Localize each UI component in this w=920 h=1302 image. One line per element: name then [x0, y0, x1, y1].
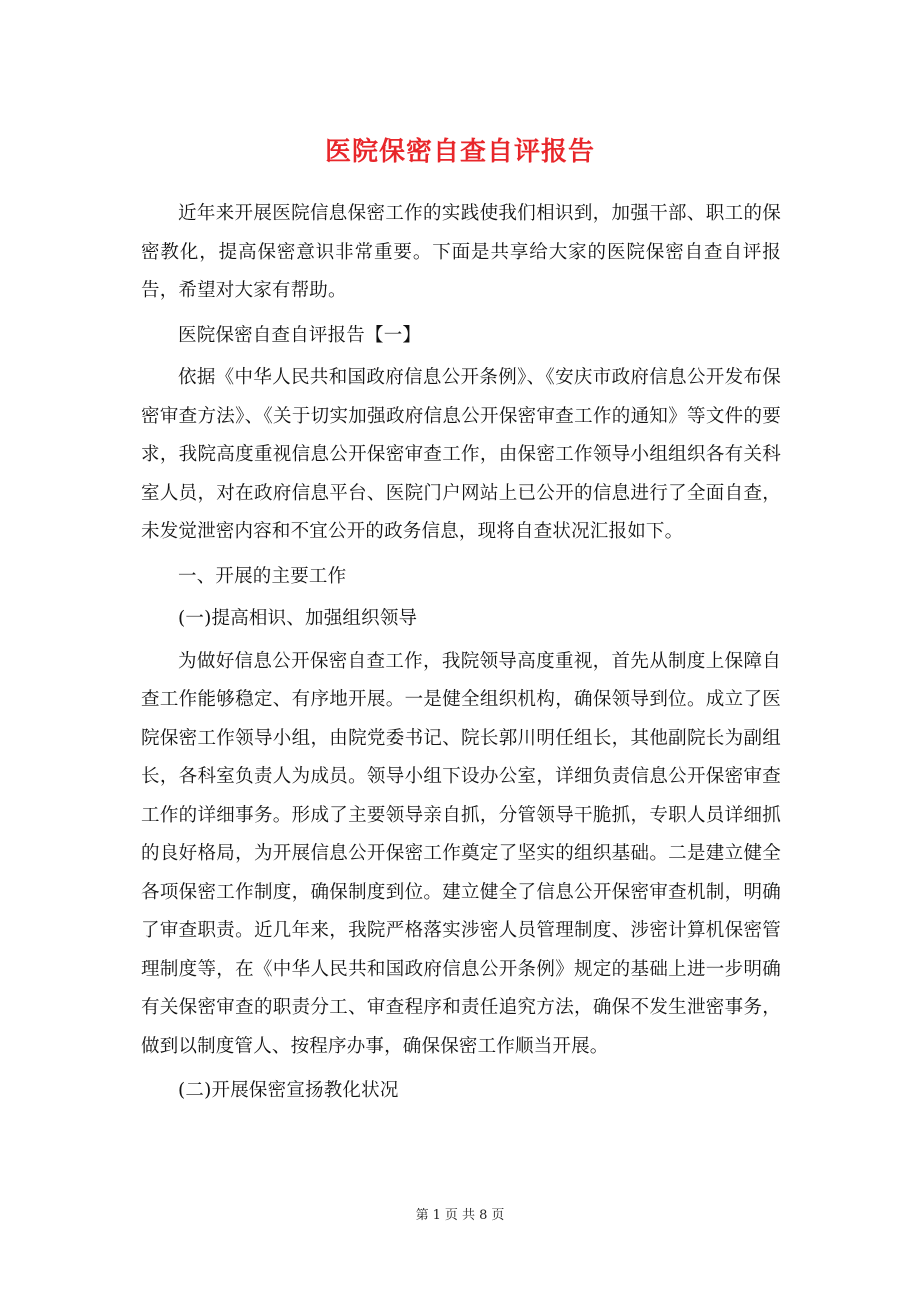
footer-page-number: 1 — [432, 1208, 441, 1223]
section-heading-main-work: 一、开展的主要工作 — [178, 565, 347, 587]
subsection-heading-two: (二)开展保密宣扬教化状况 — [178, 1080, 399, 1101]
section-heading-report-one: 医院保密自查自评报告【一】 — [178, 324, 422, 346]
page-title: 医院保密自查自评报告 — [324, 137, 595, 167]
paragraph-intro: 近年来开展医院信息保密工作的实践使我们相识到，加强干部、职工的保密教化，提高保密意识非常重要。下面是共享给大家的医院保密自查自评报告，希望对大家有帮助。 — [141, 203, 781, 301]
paragraph-organization: 为做好信息公开保密自查工作，我院领导高度重视，首先从制度上保障自查工作能够稳定、有序地开展。一是健全组织机构，确保领导到位。成立了医院保密工作领导小组，由院党委书记、院长郭川明任组长，其他副院长为副组长，各科室负责人为成员。领导小组下设办公室，详细负责信息公开保密审查工作的详细事务。形成了主要领导亲自抓，分管领导干脆抓，专职人员详细抓的良好格局，为开展信息公开保密工作奠定了坚实的组织基础。二是建立健全各项保密工作制度，确保制度到位。建立健全了信息公开保密审查机制，明确了审查职责。近几年来，我院严格落实涉密人员管理制度、涉密计算机保密管理制度等，在《中华人民共和国政府信息公开条例》规定的基础上进一步明确有关保密审查的职责分工、审查程序和责任追究方法，确保不发生泄密事务，做到以制度管人、按程序办事，确保保密工作顺当开展。 — [141, 650, 781, 1057]
footer-suffix: 页 — [491, 1208, 505, 1223]
document-body — [141, 195, 781, 1115]
footer-middle: 页 共 — [444, 1208, 476, 1223]
footer-total-pages: 8 — [479, 1208, 488, 1223]
page-footer — [0, 1206, 920, 1226]
paragraph-basis: 依据《中华人民共和国政府信息公开条例》、《安庆市政府信息公开发布保密审查方法》、《关于切实加强政府信息公开保密审查工作的通知》等文件的要求，我院高度重视信息公开保密审查工作，由保密工作领导小组组织各有关科室人员，对在政府信息平台、医院门户网站上已公开的信息进行了全面自查，未发觉泄密内容和不宜公开的政务信息，现将自查状况汇报如下。 — [141, 367, 781, 542]
subsection-heading-one: (一)提高相识、加强组织领导 — [178, 608, 418, 629]
footer-prefix: 第 — [415, 1208, 429, 1223]
